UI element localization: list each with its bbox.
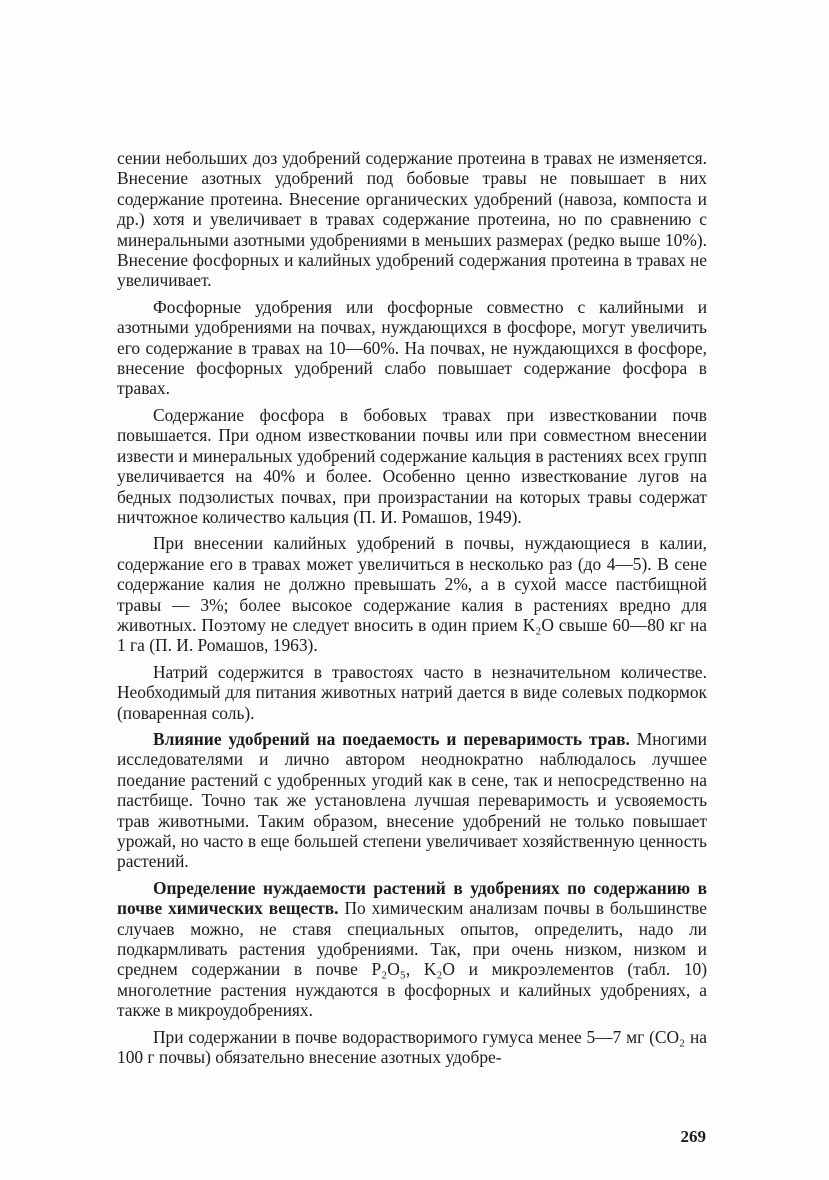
paragraph-text: Содержание фосфора в бобовых травах при известковании почв повышается. При одном известковании почвы или при совместном внесении извести и минеральных удобрений содержание кальция в растениях всех групп увеличивается на 40% и более. Особенно ценно известкование лугов на бедных подзолистых почвах, при произрастании на которых травы содержат ничтожное количество кальция (П. И. Ромашов, 1949). [117,404,707,527]
paragraph-text: Натрий содержится в травостоях часто в незначительном количестве. Необходимый для питания животных натрий дается в виде солевых подкормок (поваренная соль). [117,661,707,723]
section-heading: Влияние удобрений на поедаемость и переваримость трав. [153,728,630,749]
paragraph-liming [117,405,707,527]
paragraph-text: При содержании в почве водорастворимого гумуса менее 5—7 мг (CO₂ на 100 г почвы) обязательно внесение азотных удобре- [117,1026,707,1068]
paragraph-phosphorus [117,297,707,399]
paragraph-soil-analysis [117,878,707,1021]
paragraph-text: По химическим анализам почвы в большинстве случаев можно, не ставя специальных опытов, определить, надо ли подкармливать растения удобрениями. Так, при очень низком, низком и среднем содержании в почве P₂O₅, K₂O и микроэлементов (табл. 10) многолетние растения нуждаются в фосфорных и калийных удобрениях, а также в микроудобрениях. [117,898,707,1021]
section-heading: Определение нуждаемости растений в удобрениях по содержанию в почве химических веществ. [117,877,707,919]
paragraph-text: Многими исследователями и лично автором неоднократно наблюдалось лучшее поедание растений с удобренных угодий как в сене, так и непосредственно на пастбище. Точно так же установлена лучшая переваримость и усвояемость трав животными. Таким образом, внесение удобрений не только повышает урожай, но часто в еще большей степени увеличивает хозяйственную ценность растений. [117,728,707,872]
page-number: 269 [680,1127,706,1146]
paragraph-text: При внесении калийных удобрений в почвы, нуждающиеся в калии, содержание его в травах может увеличиться в несколько раз (до 4—5). В сене содержание калия не должно превышать 2%, а в сухой массе пастбищной травы — 3%; более высокое содержание калия в растениях вредно для животных. Поэтому не следует вносить в один прием K₂O свыше 60—80 кг на 1 га (П. И. Ромашов, 1963). [117,533,707,656]
paragraph-protein [117,148,707,291]
paragraph-sodium [117,662,707,723]
paragraph-palatability [117,729,707,872]
paragraph-humus [117,1027,707,1068]
paragraph-text: сении небольших доз удобрений содержание протеина в травах не изменяется. Внесение азотных удобрений под бобовые травы не повышает в них содержание протеина. Внесение органических удобрений (навоза, компоста и др.) хотя и увеличивает в травах содержание протеина, но по сравнению с минеральными азотными удобрениями в меньших размерах (редко выше 10%). Внесение фосфорных и калийных удобрений содержания протеина в травах не увеличивает. [117,148,707,291]
paragraph-potassium [117,533,707,655]
paragraph-text: Фосфорные удобрения или фосфорные совместно с калийными и азотными удобрениями на почвах, нуждающихся в фосфоре, могут увеличить его содержание в травах на 10—60%. На почвах, не нуждающихся в фосфоре, внесение фосфорных удобрений слабо повышает содержание фосфора в травах. [117,296,707,399]
body-text [117,148,707,1067]
